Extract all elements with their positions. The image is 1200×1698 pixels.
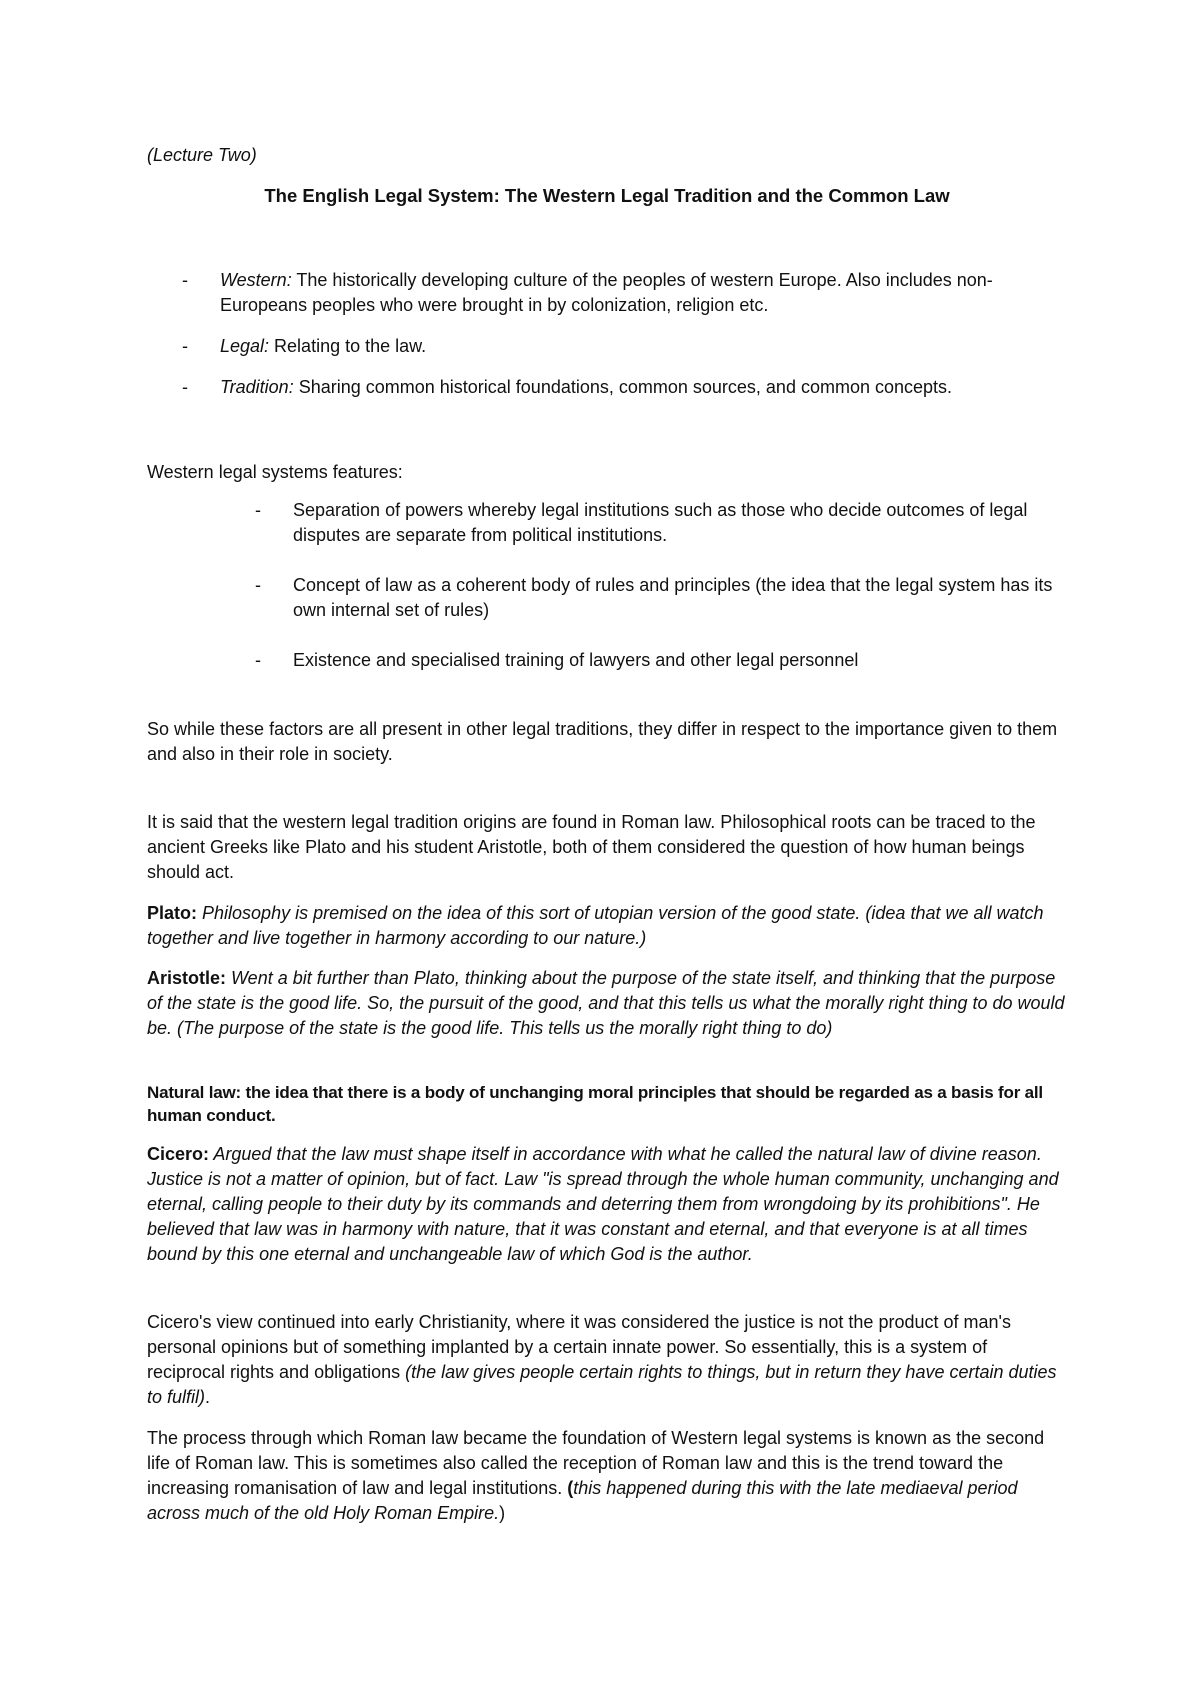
roman-law-paren-open: (	[567, 1478, 574, 1498]
plato-text: Philosophy is premised on the idea of this sort of utopian version of the good state. (idea that we all watch together and live together in harmony according to our nature.)	[147, 903, 1044, 948]
cicero-name: Cicero:	[147, 1144, 210, 1164]
list-dash: -	[182, 336, 188, 356]
features-list	[255, 498, 1065, 698]
feature-item	[255, 498, 1065, 548]
definition-item	[182, 268, 1062, 318]
paragraph-natural-law: Natural law: the idea that there is a body of unchanging moral principles that should be regarded as a basis for all human conduct.	[147, 1083, 1043, 1125]
roman-law-paren-close: )	[499, 1503, 506, 1523]
feature-text: Existence and specialised training of lawyers and other legal personnel	[293, 650, 859, 670]
feature-item	[255, 648, 1065, 673]
definition-item	[182, 375, 1062, 400]
paragraph-aristotle	[147, 966, 1067, 1041]
definition-text: The historically developing culture of the peoples of western Europe. Also includes non-Europeans peoples who were brought in by colonization, religion etc.	[220, 270, 993, 315]
paragraph-plato	[147, 901, 1067, 951]
paragraph-cicero-view	[147, 1310, 1067, 1410]
paragraph-origins: It is said that the western legal tradition origins are found in Roman law. Philosophical roots can be traced to the ancient Greeks like Plato and his student Aristotle, both of them considered the question of how human beings should act.	[147, 812, 1036, 882]
definition-term: Western:	[220, 270, 292, 290]
features-heading: Western legal systems features:	[147, 462, 403, 482]
cicero-text: Argued that the law must shape itself in accordance with what he called the natural law of divine reason. Justice is not a matter of opinion, but of fact. Law "is spread through the whole human community, unchanging and eternal, calling people to their duty by its commands and deterring them from wrongdoing by its prohibitions". He believed that law was in harmony with nature, that it was constant and eternal, and that everyone is at all times bound by this one eternal and unchangeable law of which God is the author.	[147, 1144, 1059, 1264]
cicero-view-italic: (the law gives people certain rights to things, but in return they have certain duties to fulfil)	[147, 1362, 1057, 1407]
lecture-label: (Lecture Two)	[147, 145, 257, 165]
aristotle-text: Went a bit further than Plato, thinking about the purpose of the state itself, and thinking that the purpose of the state is the good life. So, the pursuit of the good, and that this tells us what the morally right thing to do would be. (The purpose of the state is the good life. This tells us the morally right thing to do)	[147, 968, 1065, 1038]
aristotle-name: Aristotle:	[147, 968, 227, 988]
definition-text: Sharing common historical foundations, common sources, and common concepts.	[293, 377, 953, 397]
definition-term: Legal:	[220, 336, 270, 356]
definition-list	[182, 268, 1062, 416]
paragraph-roman-law	[147, 1426, 1067, 1526]
list-dash: -	[255, 650, 261, 670]
cicero-view-text: Cicero's view continued into early Christianity, where it was considered the justice is not the product of man's personal opinions but of something implanted by a certain innate power. So essentially, this is a system of reciprocal rights and obligations	[147, 1312, 1011, 1382]
plato-name: Plato:	[147, 903, 198, 923]
feature-item	[255, 573, 1065, 623]
roman-law-text: The process through which Roman law became the foundation of Western legal systems is known as the second life of Roman law. This is sometimes also called the reception of Roman law and this is the trend toward the increasing romanisation of law and legal institutions.	[147, 1428, 1045, 1498]
feature-text: Concept of law as a coherent body of rules and principles (the idea that the legal system has its own internal set of rules)	[293, 575, 1053, 620]
paragraph-factors: So while these factors are all present in other legal traditions, they differ in respect to the importance given to them and also in their role in society.	[147, 719, 1058, 764]
paragraph-cicero	[147, 1142, 1067, 1267]
list-dash: -	[255, 575, 261, 595]
list-dash: -	[182, 377, 188, 397]
list-dash: -	[255, 500, 261, 520]
definition-text: Relating to the law.	[269, 336, 427, 356]
roman-law-italic: this happened during this with the late mediaeval period across much of the old Holy Roman Empire.	[147, 1478, 1018, 1523]
definition-term: Tradition:	[220, 377, 294, 397]
feature-text: Separation of powers whereby legal institutions such as those who decide outcomes of legal disputes are separate from political institutions.	[293, 500, 1028, 545]
cicero-view-end: .	[205, 1387, 211, 1407]
document-title: The English Legal System: The Western Legal Tradition and the Common Law	[264, 185, 950, 206]
list-dash: -	[182, 270, 188, 290]
definition-item	[182, 334, 1062, 359]
